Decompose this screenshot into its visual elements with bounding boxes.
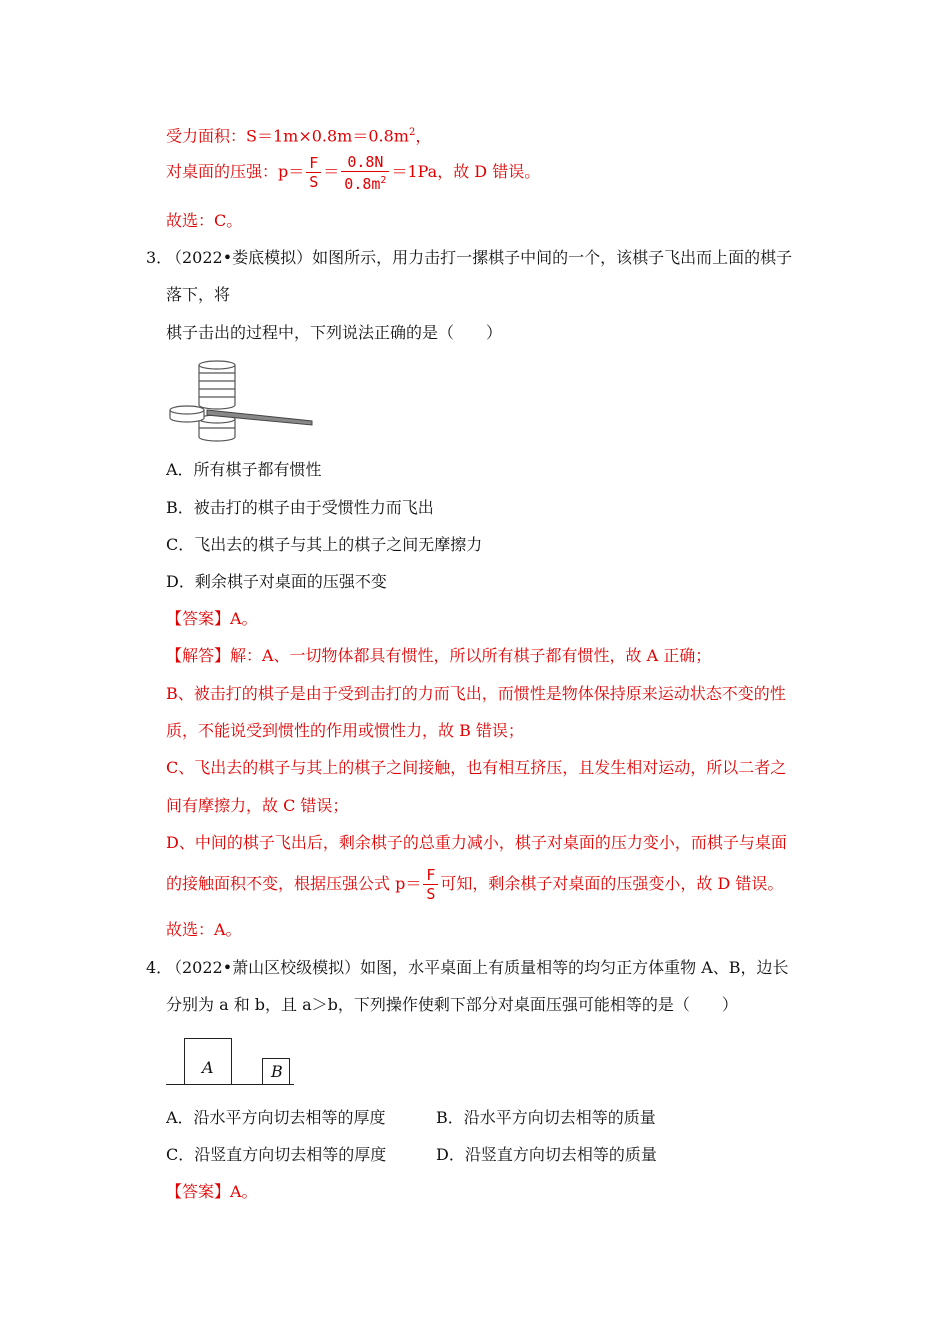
q3-answer: 【答案】A。	[166, 609, 258, 628]
equals: ＝	[323, 162, 340, 181]
q4-option-d: D．沿竖直方向切去相等的质量	[436, 1145, 657, 1164]
q4-answer: 【答案】A。	[166, 1182, 258, 1201]
q3-option-d: D．剩余棋子对桌面的压强不变	[166, 572, 387, 591]
q3-stem-line1: （2022•娄底模拟）如图所示，用力击打一摞棋子中间的一个，该棋子飞出而上面的棋子	[166, 248, 793, 267]
frac-num-value: 0.8N	[341, 153, 389, 172]
fraction-f-over-s	[306, 154, 321, 191]
area-tail: ，	[415, 126, 432, 146]
q3-option-a: A．所有棋子都有惯性	[166, 460, 322, 479]
pressure-tail: ＝1Pa，故 D 错误。	[391, 162, 541, 181]
q4-number: 4．	[146, 958, 173, 977]
q4-option-b: B．沿水平方向切去相等的质量	[436, 1108, 656, 1127]
cube-b	[262, 1058, 290, 1085]
pressure-line	[166, 152, 540, 193]
q3-choice: 故选：A。	[166, 920, 242, 939]
q3-analysis-line1: 【解答】解：A、一切物体都具有惯性，所以所有棋子都有惯性，故 A 正确；	[166, 646, 712, 665]
cube-a-label: A	[202, 1058, 214, 1077]
q4-stem-line1: （2022•萧山区校级模拟）如图，水平桌面上有质量相等的均匀正方体重物 A、B，边长	[166, 958, 789, 977]
q3-analysis-line6: D、中间的棋子飞出后，剩余棋子的总重力减小，棋子对桌面的压力变小，而棋子与桌面	[166, 833, 787, 852]
frac-num: F	[306, 154, 321, 173]
q3-stem-line2: 落下，将	[166, 285, 231, 304]
frac-den-value	[341, 172, 389, 193]
q3-analysis-line2: B、被击打的棋子是由于受到击打的力而飞出，而惯性是物体保持原来运动状态不变的性	[166, 684, 786, 703]
table-surface	[166, 1084, 294, 1085]
pressure-label: 对桌面的压强：p＝	[166, 162, 305, 181]
q3-option-b: B．被击打的棋子由于受惯性力而飞出	[166, 498, 434, 517]
checkers-figure	[165, 355, 320, 447]
q3-number: 3．	[146, 248, 173, 267]
cube-b-label: B	[271, 1062, 283, 1081]
area-line	[166, 122, 431, 147]
frac2-den: S	[426, 885, 436, 903]
frac-den-sup: 2	[380, 174, 387, 186]
q4-option-a: A．沿水平方向切去相等的厚度	[166, 1108, 386, 1127]
area-text: 受力面积：S＝1m×0.8m＝0.8m	[166, 126, 409, 146]
q3-option-c: C．飞出去的棋子与其上的棋子之间无摩擦力	[166, 535, 483, 554]
fraction-value	[341, 153, 389, 193]
q4-stem-line2: 分别为 a 和 b，且 a＞b，下列操作使剩下部分对桌面压强可能相等的是（ ）	[166, 995, 738, 1014]
l7-pre: 的接触面积不变，根据压强公式 p＝	[166, 874, 422, 893]
frac-den: S	[309, 173, 319, 191]
prev-choice: 故选：C。	[166, 211, 243, 230]
l7-post: 可知，剩余棋子对桌面的压强变小，故 D 错误。	[440, 874, 784, 893]
fraction-f-over-s-2	[423, 866, 438, 903]
q3-analysis-line3: 质，不能说受到惯性的作用或惯性力，故 B 错误；	[166, 721, 524, 740]
q3-stem-line3: 棋子击出的过程中，下列说法正确的是（ ）	[166, 323, 503, 342]
q3-analysis-line5: 间有摩擦力，故 C 错误；	[166, 796, 349, 815]
q3-analysis-line7	[166, 864, 783, 904]
frac2-num: F	[423, 866, 438, 885]
cube-a	[184, 1038, 232, 1085]
cubes-figure	[166, 1036, 296, 1088]
q3-analysis-line4: C、飞出去的棋子与其上的棋子之间接触，也有相互挤压，且发生相对运动，所以二者之	[166, 758, 787, 777]
frac-den-text: 0.8m	[344, 174, 381, 193]
q4-option-c: C．沿竖直方向切去相等的厚度	[166, 1145, 387, 1164]
area-sup: 2	[408, 127, 416, 138]
